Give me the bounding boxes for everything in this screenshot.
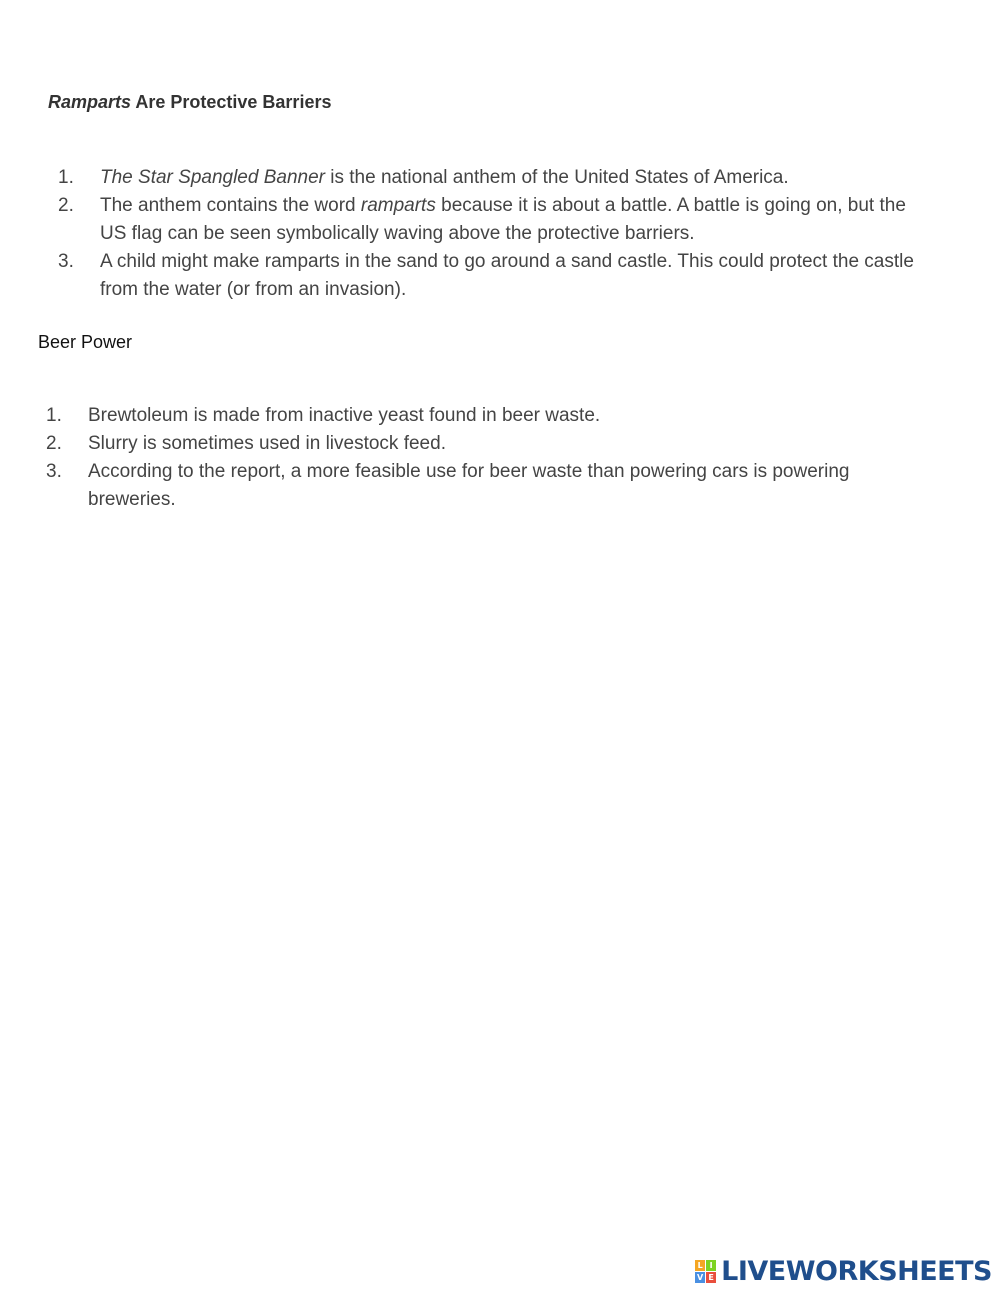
list-item <box>38 430 918 458</box>
item-text: The anthem contains the word ramparts because it is about a battle. A battle is going on, but the US flag can be seen symbolically waving above the protective barriers. <box>100 195 906 244</box>
liveworksheets-logo <box>695 1258 992 1285</box>
list-item <box>38 458 918 514</box>
list-item <box>50 248 930 304</box>
logo-badge-letter: E <box>706 1272 716 1283</box>
item-text: The Star Spangled Banner is the national anthem of the United States of America. <box>100 167 789 188</box>
section-title-beer-power: Beer Power <box>38 332 133 352</box>
item-number: 1. <box>46 405 62 426</box>
item-number: 3. <box>58 251 74 272</box>
logo-badge-icon <box>695 1260 716 1283</box>
item-text: Slurry is sometimes used in livestock feed. <box>88 433 446 454</box>
logo-badge-letter: L <box>695 1260 705 1271</box>
item-number: 3. <box>46 461 62 482</box>
logo-badge-letter: I <box>706 1260 716 1271</box>
list-item <box>50 192 930 248</box>
ramparts-answer-list <box>50 164 930 304</box>
section-title-ramparts <box>48 92 331 113</box>
item-text: According to the report, a more feasible use for beer waste than powering cars is powering breweries. <box>88 461 850 510</box>
item-text: Brewtoleum is made from inactive yeast found in beer waste. <box>88 405 601 426</box>
item-number: 1. <box>58 167 74 188</box>
item-number: 2. <box>58 195 74 216</box>
list-item <box>50 164 930 192</box>
item-number: 2. <box>46 433 62 454</box>
item-text: A child might make ramparts in the sand to go around a sand castle. This could protect the castle from the water (or from an invasion). <box>100 251 914 300</box>
title-rest: Are Protective Barriers <box>131 92 332 112</box>
song-title: The Star Spangled Banner <box>100 167 325 188</box>
logo-text: LIVEWORKSHEETS <box>721 1256 992 1287</box>
italic-word: ramparts <box>360 195 436 216</box>
list-item <box>38 402 918 430</box>
logo-badge-letter: V <box>697 1272 704 1282</box>
title-italic-word: Ramparts <box>48 92 132 112</box>
beer-power-answer-list <box>38 402 918 514</box>
